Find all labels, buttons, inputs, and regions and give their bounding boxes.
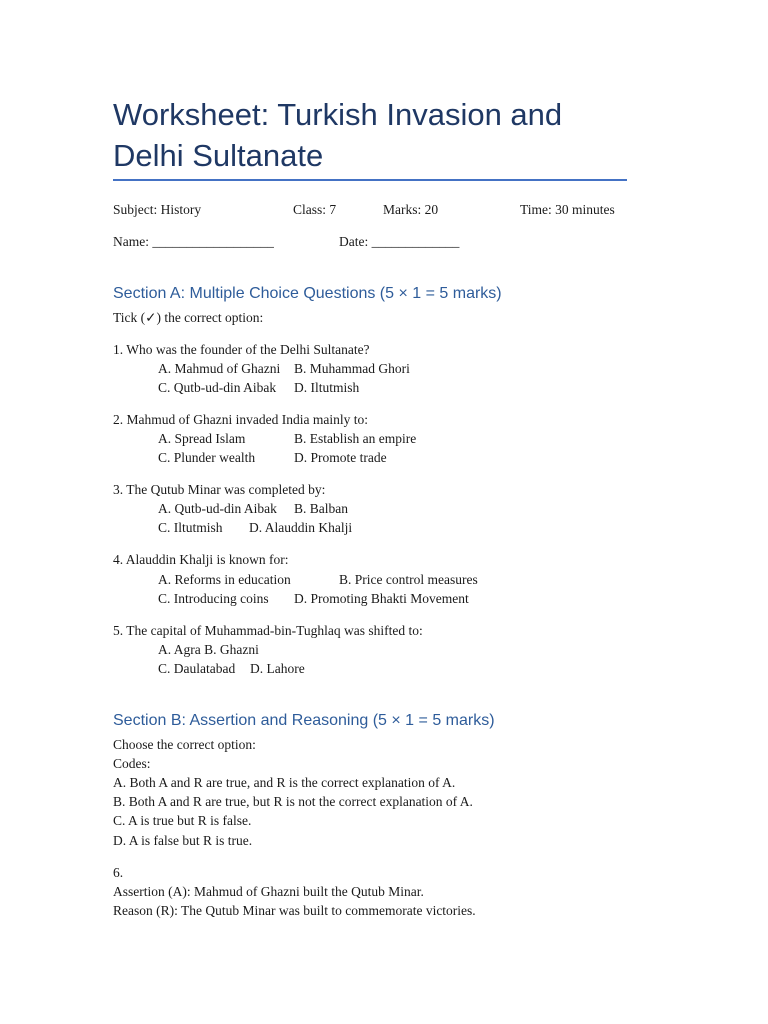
code-item: A. Both A and R are true, and R is the correct explanation of A. [113,775,456,790]
reason-text: Reason (R): The Qutub Minar was built to commemorate victories. [113,903,476,918]
code-item: C. A is true but R is false. [113,813,252,828]
option-c: C. Qutb-ud-din Aibak [158,380,277,395]
section-b-heading: Section B: Assertion and Reasoning (5 × 1 = 5 marks) [113,712,495,729]
option-a: A. Mahmud of Ghazni [158,361,281,376]
option-d: D. Iltutmish [294,380,360,395]
section-a-instruction: Tick (✓) the correct option: [113,310,264,325]
question-text: 2. Mahmud of Ghazni invaded India mainly to: [113,412,368,427]
option-a-b: A. Agra B. Ghazni [158,642,259,657]
option-d: D. Alauddin Khalji [249,520,353,535]
option-d: D. Lahore [250,661,305,676]
assertion-text: Assertion (A): Mahmud of Ghazni built the Qutub Minar. [113,884,424,899]
codes-label: Codes: [113,756,151,771]
subject-label: Subject: History [113,202,202,217]
option-d: D. Promoting Bhakti Movement [294,591,469,606]
question-text: 3. The Qutub Minar was completed by: [113,482,326,497]
question-number: 6. [113,865,124,880]
section-b-instruction: Choose the correct option: [113,737,256,752]
option-c: C. Daulatabad [158,661,236,676]
option-b: B. Balban [294,501,348,516]
option-b: B. Muhammad Ghori [294,361,410,376]
question-text: 1. Who was the founder of the Delhi Sultanate? [113,342,370,357]
section-a-heading: Section A: Multiple Choice Questions (5 × 1 = 5 marks) [113,285,502,302]
class-label: Class: 7 [293,202,337,217]
marks-label: Marks: 20 [383,202,439,217]
option-b: B. Price control measures [339,572,478,587]
time-label: Time: 30 minutes [520,202,615,217]
option-c: C. Introducing coins [158,591,269,606]
option-c: C. Iltutmish [158,520,223,535]
option-a: A. Spread Islam [158,431,246,446]
option-c: C. Plunder wealth [158,450,256,465]
option-d: D. Promote trade [294,450,387,465]
title-divider [113,179,627,181]
worksheet-title: Worksheet: Turkish Invasion and Delhi Sultanate [113,97,563,173]
question-text: 4. Alauddin Khalji is known for: [113,552,289,567]
code-item: B. Both A and R are true, but R is not the correct explanation of A. [113,794,473,809]
option-a: A. Reforms in education [158,572,291,587]
name-field: Name: __________________ [113,234,274,249]
question-text: 5. The capital of Muhammad-bin-Tughlaq was shifted to: [113,623,423,638]
code-item: D. A is false but R is true. [113,833,253,848]
option-a: A. Qutb-ud-din Aibak [158,501,277,516]
date-field: Date: _____________ [339,234,460,249]
option-b: B. Establish an empire [294,431,417,446]
